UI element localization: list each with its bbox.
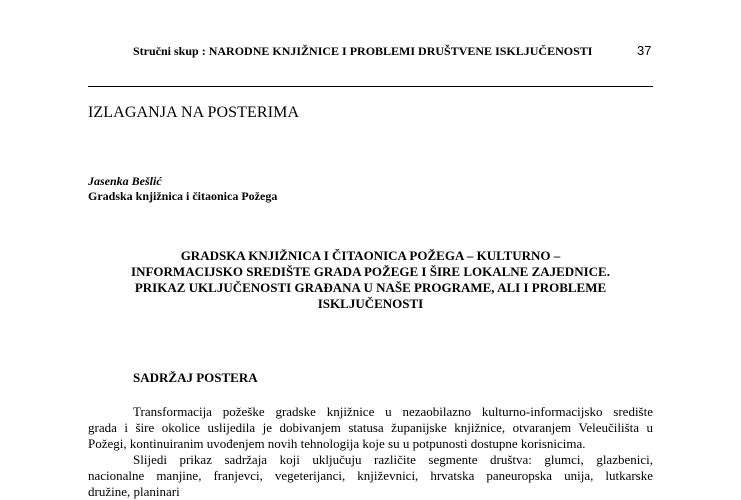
- running-header-title: Stručni skup : NARODNE KNJIŽNICE I PROBLEMI DRUŠTVENE ISKLJUČENOSTI: [133, 44, 593, 58]
- author-name: Jasenka Bešlić: [88, 174, 162, 188]
- paper-title-line: INFORMACIJSKO SREDIŠTE GRADA POŽEGE I ŠIRE LOKALNE ZAJEDNICE.: [131, 264, 610, 279]
- paper-title-line: PRIKAZ UKLJUČENOSTI GRAĐANA U NAŠE PROGRAME, ALI I PROBLEME: [134, 280, 607, 295]
- body-line: Požegi, kontinuiranim uvođenjem novih tehnologija koje su u potpunosti dostupne korisnicima.: [88, 436, 586, 451]
- paper-title: [88, 248, 653, 312]
- paper-title-line: GRADSKA KNJIŽNICA I ČITAONICA POŽEGA – KULTURNO –: [180, 248, 561, 263]
- running-header: [0, 44, 741, 64]
- paper-title-line: ISKLJUČENOSTI: [317, 296, 424, 311]
- body-line: Slijedi prikaz sadržaja koji uključuju različite segmente društva: glumci, glazbenici,: [133, 452, 653, 467]
- section-heading: IZLAGANJA NA POSTERIMA: [88, 104, 300, 121]
- body-line: družine, planinari: [88, 484, 180, 499]
- page-number: 37: [637, 43, 652, 58]
- body-line: grada i šire okolice uslijedila je dobivanjem statusa županijske knjižnice, otvaranjem Veleučilišta u: [88, 420, 653, 435]
- body-line: nacionalne manjine, franjevci, vegeterijanci, književnici, hrvatska paneuropska unija, lutkarske: [88, 468, 653, 483]
- poster-content-heading: SADRŽAJ POSTERA: [133, 370, 258, 385]
- author-affiliation: Gradska knjižnica i čitaonica Požega: [88, 189, 278, 203]
- header-divider: [88, 86, 653, 87]
- body-line: Transformacija požeške gradske knjižnice u nezaobilazno kulturno-informacijsko središte: [133, 404, 653, 419]
